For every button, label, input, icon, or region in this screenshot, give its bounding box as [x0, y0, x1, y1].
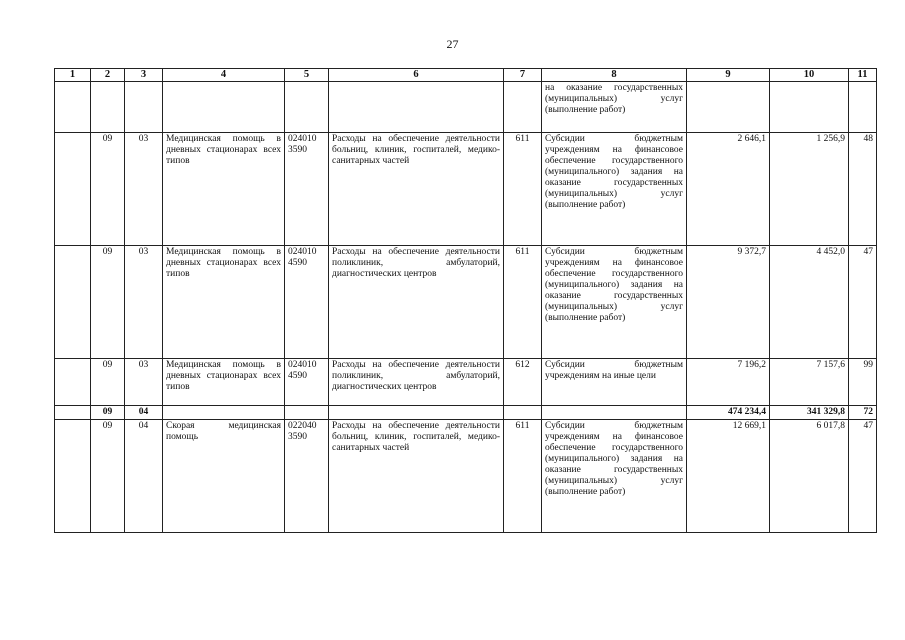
column-header: 2 [91, 69, 125, 82]
cell-section [91, 82, 125, 133]
cell-plan-amount: 12 669,1 [687, 420, 770, 533]
budget-table [54, 68, 877, 533]
subtotal-row [55, 406, 877, 420]
cell-percent: 47 [849, 420, 877, 533]
cell-target-code [285, 82, 329, 133]
table-row [55, 133, 877, 246]
cell-target-code: 024010 4590 [285, 359, 329, 406]
cell-name: Медицинская помощь в дневных стационарах всех типов [163, 133, 285, 246]
cell-section: 09 [91, 246, 125, 359]
cell-expense-type: 612 [504, 359, 542, 406]
cell-subsection: 04 [125, 420, 163, 533]
column-header: 3 [125, 69, 163, 82]
cell-expense-type-name: на оказание государственных (муниципальных) услуг (выполнение работ) [542, 82, 687, 133]
cell-plan-amount: 7 196,2 [687, 359, 770, 406]
cell-name: Медицинская помощь в дневных стационарах всех типов [163, 359, 285, 406]
cell-actual-amount: 7 157,6 [770, 359, 849, 406]
cell-percent: 47 [849, 246, 877, 359]
column-header: 1 [55, 69, 91, 82]
cell-plan-amount [687, 82, 770, 133]
cell-target-code: 022040 3590 [285, 420, 329, 533]
column-header: 8 [542, 69, 687, 82]
cell-expense-type: 611 [504, 133, 542, 246]
cell-plan-amount: 9 372,7 [687, 246, 770, 359]
table-row [55, 420, 877, 533]
cell-actual-amount [770, 82, 849, 133]
cell-expense-type [504, 406, 542, 420]
column-header: 5 [285, 69, 329, 82]
cell-section: 09 [91, 406, 125, 420]
column-header: 9 [687, 69, 770, 82]
cell-expense-description [329, 406, 504, 420]
cell-expense-type-name: Субсидии бюджетным учреждениям на финансовое обеспечение государственного (муниципального) задания на оказание государственных (муниципальных) услуг (выполнение работ) [542, 246, 687, 359]
table-row [55, 359, 877, 406]
cell-subsection: 03 [125, 246, 163, 359]
column-header: 4 [163, 69, 285, 82]
cell-expense-type: 611 [504, 246, 542, 359]
cell-actual-amount: 341 329,8 [770, 406, 849, 420]
cell-name: Медицинская помощь в дневных стационарах всех типов [163, 246, 285, 359]
cell-expense-description: Расходы на обеспечение деятельности больниц, клиник, госпиталей, медико-санитарных частей [329, 420, 504, 533]
table-row [55, 246, 877, 359]
cell-name: Скорая медицинская помощь [163, 420, 285, 533]
cell-section: 09 [91, 359, 125, 406]
cell-col1 [55, 246, 91, 359]
cell-target-code: 024010 3590 [285, 133, 329, 246]
cell-name [163, 82, 285, 133]
cell-expense-description [329, 82, 504, 133]
cell-col1 [55, 359, 91, 406]
cell-actual-amount: 4 452,0 [770, 246, 849, 359]
column-header: 7 [504, 69, 542, 82]
cell-expense-type-name: Субсидии бюджетным учреждениям на финансовое обеспечение государственного (муниципального) задания на оказание государственных (муниципальных) услуг (выполнение работ) [542, 420, 687, 533]
cell-section: 09 [91, 133, 125, 246]
cell-percent [849, 82, 877, 133]
cell-actual-amount: 1 256,9 [770, 133, 849, 246]
header-row [55, 69, 877, 82]
cell-target-code [285, 406, 329, 420]
cell-subsection: 04 [125, 406, 163, 420]
cell-subsection: 03 [125, 133, 163, 246]
cell-col1 [55, 406, 91, 420]
cell-expense-description: Расходы на обеспечение деятельности больниц, клиник, госпиталей, медико-санитарных частей [329, 133, 504, 246]
cell-subsection [125, 82, 163, 133]
cell-subsection: 03 [125, 359, 163, 406]
cell-expense-type-name [542, 406, 687, 420]
cell-plan-amount: 474 234,4 [687, 406, 770, 420]
column-header: 6 [329, 69, 504, 82]
cell-section: 09 [91, 420, 125, 533]
cell-col1 [55, 133, 91, 246]
page-number: 27 [446, 37, 459, 51]
cell-percent: 48 [849, 133, 877, 246]
cell-name [163, 406, 285, 420]
cell-plan-amount: 2 646,1 [687, 133, 770, 246]
cell-expense-type [504, 82, 542, 133]
cell-expense-description: Расходы на обеспечение деятельности поликлиник, амбулаторий, диагностических центров [329, 359, 504, 406]
cell-expense-description: Расходы на обеспечение деятельности поликлиник, амбулаторий, диагностических центров [329, 246, 504, 359]
cell-percent: 99 [849, 359, 877, 406]
cell-target-code: 024010 4590 [285, 246, 329, 359]
column-header: 11 [849, 69, 877, 82]
cell-expense-type-name: Субсидии бюджетным учреждениям на иные цели [542, 359, 687, 406]
cell-expense-type: 611 [504, 420, 542, 533]
cell-expense-type-name: Субсидии бюджетным учреждениям на финансовое обеспечение государственного (муниципального) задания на оказание государственных (муниципальных) услуг (выполнение работ) [542, 133, 687, 246]
cell-col1 [55, 82, 91, 133]
cell-percent: 72 [849, 406, 877, 420]
cell-actual-amount: 6 017,8 [770, 420, 849, 533]
table-row [55, 82, 877, 133]
column-header: 10 [770, 69, 849, 82]
cell-col1 [55, 420, 91, 533]
